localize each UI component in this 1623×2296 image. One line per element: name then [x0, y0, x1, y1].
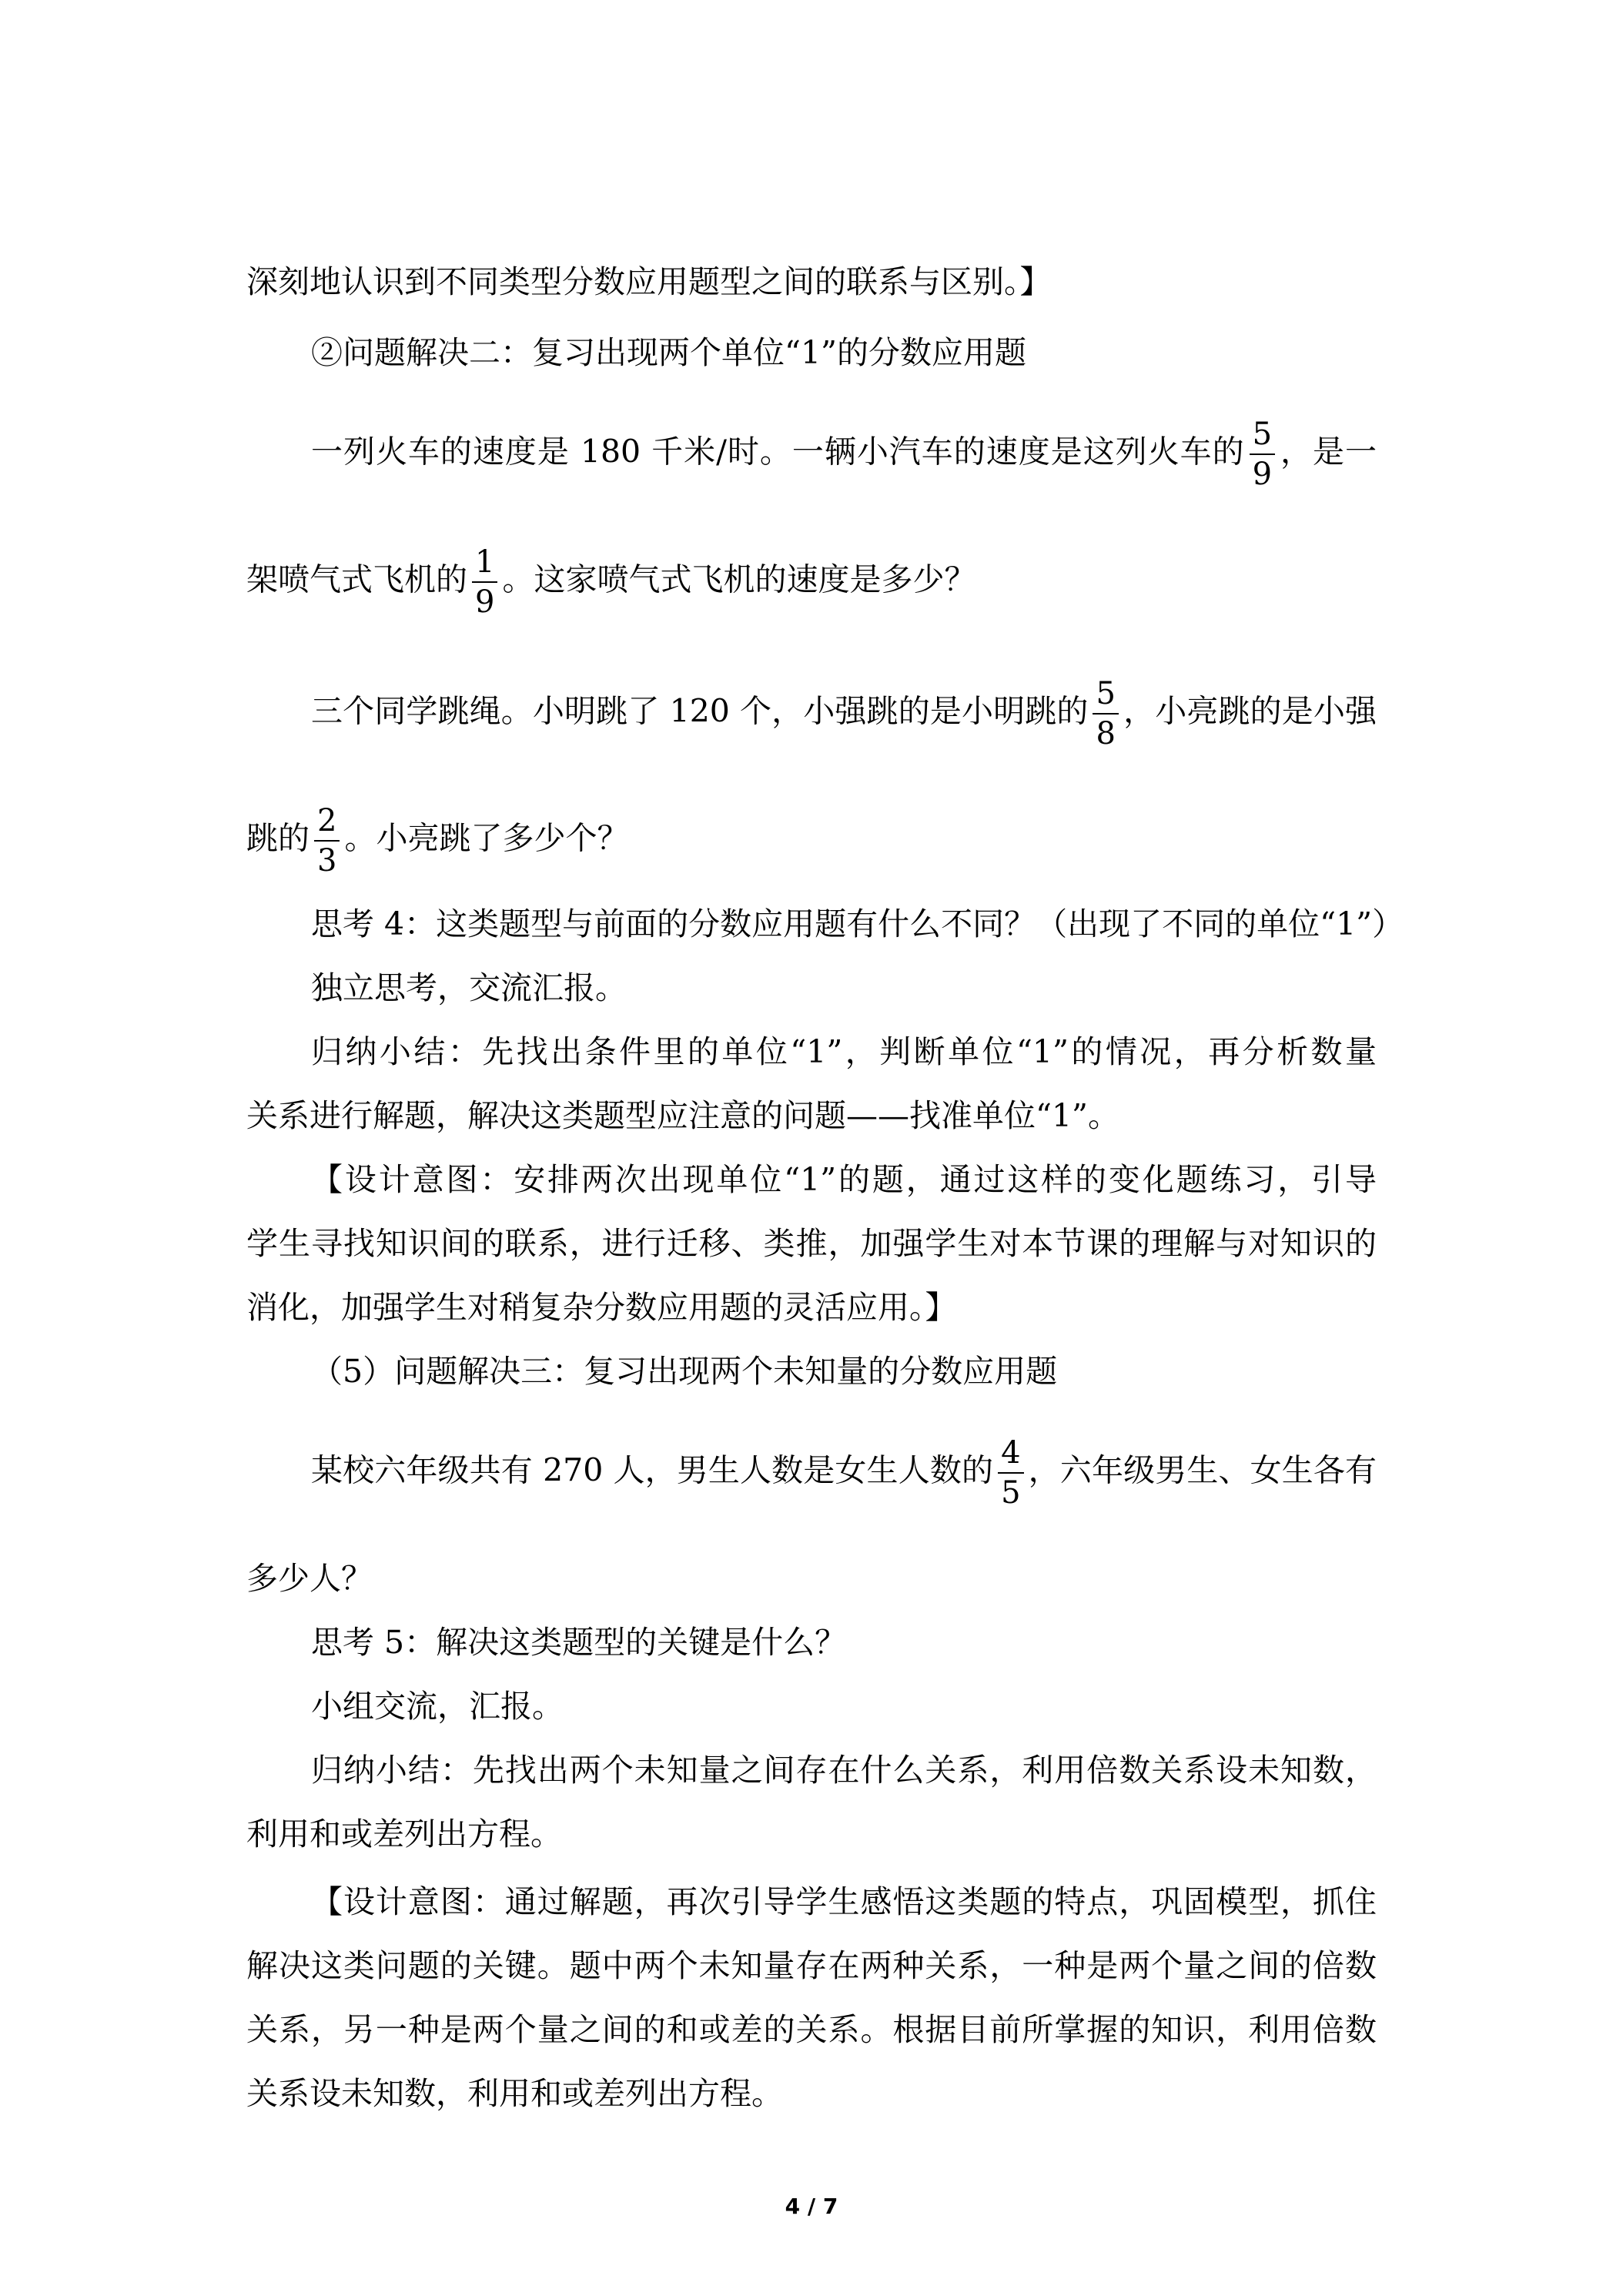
fraction: [1093, 676, 1118, 751]
text-line: 关系进行解题，解决这类题型应注意的问题——找准单位“1”。: [246, 1097, 1120, 1134]
text-line: 【设计意图：安排两次出现单位“1”的题，通过这样的变化题练习，引导: [311, 1161, 1377, 1198]
problem-text-line: [246, 803, 1377, 879]
text-segment: ，六年级男生、女生各有: [1028, 1451, 1377, 1489]
text-segment: ，是一: [1280, 433, 1377, 470]
text-line: 关系设未知数，利用和或差列出方程。: [246, 2075, 783, 2112]
fraction-numerator: 2: [314, 803, 340, 842]
text-line: 独立思考，交流汇报。: [311, 969, 627, 1006]
text-line: 思考 5：解决这类题型的关键是什么？: [311, 1624, 847, 1661]
fraction-numerator: 5: [1093, 676, 1118, 715]
text-line: 多少人？: [246, 1560, 373, 1597]
text-segment: 三个同学跳绳。小明跳了 120 个，小强跳的是小明跳的: [311, 692, 1089, 730]
text-line: 小组交流，汇报。: [311, 1688, 564, 1725]
problem-text-line: [246, 544, 1377, 620]
text-line: 思考 4：这类题型与前面的分数应用题有什么不同？（出现了不同的单位“1”）: [311, 905, 1404, 942]
text-segment: 。小亮跳了多少个？: [344, 819, 629, 857]
text-line: 归纳小结：先找出条件里的单位“1”，判断单位“1”的情况，再分析数量: [311, 1033, 1377, 1070]
fraction-denominator: 9: [475, 584, 495, 620]
text-segment: 某校六年级共有 270 人，男生人数是女生人数的: [311, 1451, 994, 1489]
text-segment: ，小亮跳的是小强: [1123, 692, 1377, 730]
problem-text-line: [311, 417, 1377, 492]
fraction-numerator: 5: [1250, 417, 1275, 455]
fraction: [472, 544, 497, 620]
text-line: 学生寻找知识间的联系，进行迁移、类推，加强学生对本节课的理解与对知识的: [246, 1225, 1377, 1262]
text-line: 利用和或差列出方程。: [246, 1816, 562, 1853]
text-line: 关系，另一种是两个量之间的和或差的关系。根据目前所掌握的知识，利用倍数: [246, 2011, 1377, 2048]
fraction-denominator: 8: [1096, 716, 1116, 751]
fraction: [998, 1435, 1023, 1511]
text-line: 解决这类问题的关键。题中两个未知量存在两种关系，一种是两个量之间的倍数: [246, 1947, 1377, 1984]
fraction-denominator: 5: [1001, 1475, 1021, 1511]
text-segment: 一列火车的速度是 180 千米/时。一辆小汽车的速度是这列火车的: [311, 433, 1245, 470]
text-line: 【设计意图：通过解题，再次引导学生感悟这类题的特点，巩固模型，抓住: [311, 1883, 1377, 1920]
text-line: 消化，加强学生对稍复杂分数应用题的灵活应用。】: [246, 1289, 957, 1326]
section-heading: ②问题解决二：复习出现两个单位“1”的分数应用题: [311, 334, 1027, 371]
text-segment: 跳的: [246, 819, 310, 857]
problem-text-line: [311, 676, 1377, 751]
fraction: [1250, 417, 1275, 492]
fraction-denominator: 9: [1252, 457, 1273, 492]
problem-text-line: [311, 1435, 1377, 1511]
text-line: 归纳小结：先找出两个未知量之间存在什么关系，利用倍数关系设未知数，: [311, 1752, 1377, 1789]
fraction: [314, 803, 340, 879]
fraction-numerator: 4: [998, 1435, 1023, 1474]
text-line: 深刻地认识到不同类型分数应用题型之间的联系与区别。】: [246, 263, 1052, 300]
section-heading: （5）问题解决三：复习出现两个未知量的分数应用题: [311, 1353, 1058, 1390]
text-segment: 架喷气式飞机的: [246, 561, 467, 598]
fraction-denominator: 3: [317, 843, 337, 879]
text-segment: 。这家喷气式飞机的速度是多少？: [502, 561, 976, 598]
fraction-numerator: 1: [472, 544, 497, 583]
page-number: 4 / 7: [785, 2194, 838, 2219]
